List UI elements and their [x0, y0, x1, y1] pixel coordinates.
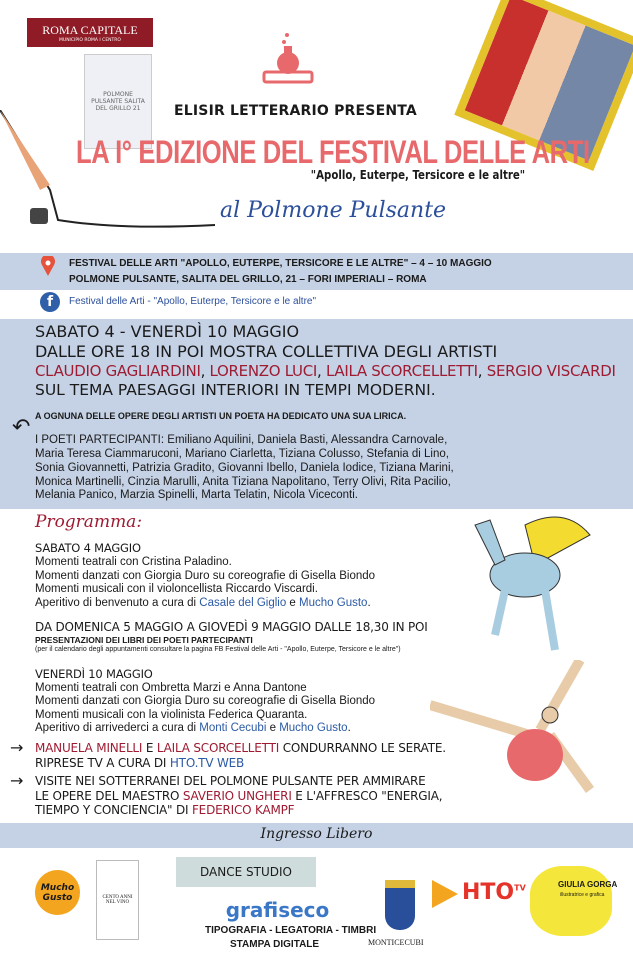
program-line: Momenti danzati con Giorgia Duro su coreografie di Gisella Biondo — [35, 570, 376, 582]
exhibit-artists: CLAUDIO GAGLIARDINI, LORENZO LUCI, LAILA SCORCELLETTI, SERGIO VISCARDI — [35, 362, 616, 380]
pegasus-illustration — [455, 505, 595, 655]
exhibit-note: A OGNUNA DELLE OPERE DEGLI ARTISTI UN POETA HA DEDICATO UNA SUA LIRICA. — [35, 411, 407, 421]
program-line: Aperitivo di benvenuto a cura di Casale del Giglio e Mucho Gusto. — [35, 597, 371, 609]
dance-studio-logo: DANCE STUDIO — [176, 857, 316, 887]
stampa-text: STAMPA DIGITALE — [230, 939, 320, 950]
poets-line: Sonia Giovannetti, Patrizia Gradito, Giovanni Ibello, Daniela Iodice, Tiziana Marini, — [35, 462, 454, 474]
exhibit-theme: SUL TEMA PAESAGGI INTERIORI IN TEMPI MODERNI. — [35, 381, 436, 399]
presenter: ELISIR LETTERARIO PRESENTA — [174, 103, 417, 119]
mid-note: (per il calendario degli appuntamenti consultare la pagina FB Festival delle Arti - "Apollo, Euterpe, Tersicore e le altre") — [35, 646, 401, 653]
exhibit-line: DALLE ORE 18 IN POI MOSTRA COLLETTIVA DEGLI ARTISTI — [35, 342, 498, 361]
poets-line: Monica Martinelli, Cinzia Marulli, Anita Tiziana Napolitano, Terry Olivi, Rita Pacilio, — [35, 476, 451, 488]
visits-line: TIEMPO Y CONCIENCIA" DI FEDERICO KAMPF — [35, 803, 295, 817]
facebook-link[interactable]: Festival delle Arti - "Apollo, Euterpe, Tersicore e le altre" — [69, 296, 317, 307]
visits-line: LE OPERE DEL MAESTRO SAVERIO UNGHERI E L'AFFRESCO "ENERGIA, — [35, 789, 443, 803]
program-line: Momenti musicali con la violinista Federica Quaranta. — [35, 709, 308, 721]
grafiseco-logo: grafiseco — [225, 897, 330, 922]
program-line: Momenti teatrali con Cristina Paladino. — [35, 556, 232, 568]
arrow-icon: → — [10, 771, 24, 790]
flask-book-icon — [262, 30, 314, 84]
curved-arrow-icon: ↶ — [12, 415, 31, 440]
venue-title: al Polmone Pulsante — [220, 198, 447, 223]
poets-line: I POETI PARTECIPANTI: Emiliano Aquilini, Daniela Basti, Alessandra Carnovale, — [35, 434, 448, 446]
giulia-gorga-logo — [530, 866, 612, 936]
dancer-illustration — [430, 660, 605, 810]
program-line: Momenti teatrali con Ombretta Marzi e Anna Dantone — [35, 682, 307, 694]
location-pin-icon — [41, 256, 55, 276]
day2-heading: VENERDÌ 10 MAGGIO — [35, 667, 153, 681]
facebook-icon: f — [40, 292, 60, 312]
mid-sub: PRESENTAZIONI DEI LIBRI DEI POETI PARTECIPANTI — [35, 635, 253, 645]
mid-heading: DA DOMENICA 5 MAGGIO A GIOVEDÌ 9 MAGGIO DALLE 18,30 IN POI — [35, 620, 428, 634]
poets-line: Maria Teresa Ciammaruconi, Mariano Ciarletta, Tiziana Colusso, Stefania di Lino, — [35, 448, 449, 460]
festival-subtitle: "Apollo, Euterpe, Tersicore e le altre" — [310, 168, 525, 182]
roma-capitale-logo: ROMA CAPITALE MUNICIPIO ROMA I CENTRO — [27, 18, 153, 47]
hto-play-icon — [432, 880, 458, 908]
polmone-pulsante-logo: POLMONE PULSANTE SALITA DEL GRILLO 21 — [84, 54, 152, 149]
hto-logo: $HTO^{TV}$ — [462, 880, 526, 905]
monti-cecubi-text: MONTICECUBI — [368, 938, 424, 947]
arrow-icon: → — [10, 738, 24, 757]
program-line: Momenti danzati con Giorgia Duro su coreografie di Gisella Biondo — [35, 695, 376, 707]
hosts-line: MANUELA MINELLI E LAILA SCORCELLETTI CONDURRANNO LE SERATE. — [35, 741, 446, 755]
poets-line: Melania Panico, Marzia Spinelli, Marta Telatin, Nicola Viceconti. — [35, 489, 359, 501]
tipografia-text: TIPOGRAFIA - LEGATORIA - TIMBRI — [205, 925, 377, 936]
casale-del-giglio-logo: CENTO ANNI NEL VINO — [96, 860, 139, 940]
program-line: Aperitivo di arrivederci a cura di Monti Cecubi e Mucho Gusto. — [35, 722, 351, 734]
tv-line: RIPRESE TV A CURA DI HTO.TV WEB — [35, 756, 245, 770]
monti-cecubi-crest — [385, 880, 415, 930]
day1-heading: SABATO 4 MAGGIO — [35, 541, 141, 555]
visits-line: VISITE NEI SOTTERRANEI DEL POLMONE PULSANTE PER AMMIRARE — [35, 774, 426, 788]
mucho-gusto-logo: Mucho Gusto — [35, 870, 80, 915]
giulia-gorga-name: GIULIA GORGA — [558, 880, 618, 889]
program-line: Momenti musicali con il violoncellista Riccardo Viscardi. — [35, 583, 318, 595]
info-line-1: FESTIVAL DELLE ARTI "APOLLO, EUTERPE, TERSICORE E LE ALTRE" – 4 – 10 MAGGIO — [69, 258, 492, 269]
program-title: Programma: — [35, 512, 143, 532]
exhibit-dates: SABATO 4 - VENERDÌ 10 MAGGIO — [35, 322, 300, 341]
giulia-gorga-sub: illustratrice e grafica — [560, 892, 605, 898]
info-line-2: POLMONE PULSANTE, SALITA DEL GRILLO, 21 – FORI IMPERIALI – ROMA — [69, 274, 427, 285]
entry-text: Ingresso Libero — [260, 826, 373, 842]
festival-title: LA I° EDIZIONE DEL FESTIVAL DELLE ARTI — [76, 134, 590, 170]
